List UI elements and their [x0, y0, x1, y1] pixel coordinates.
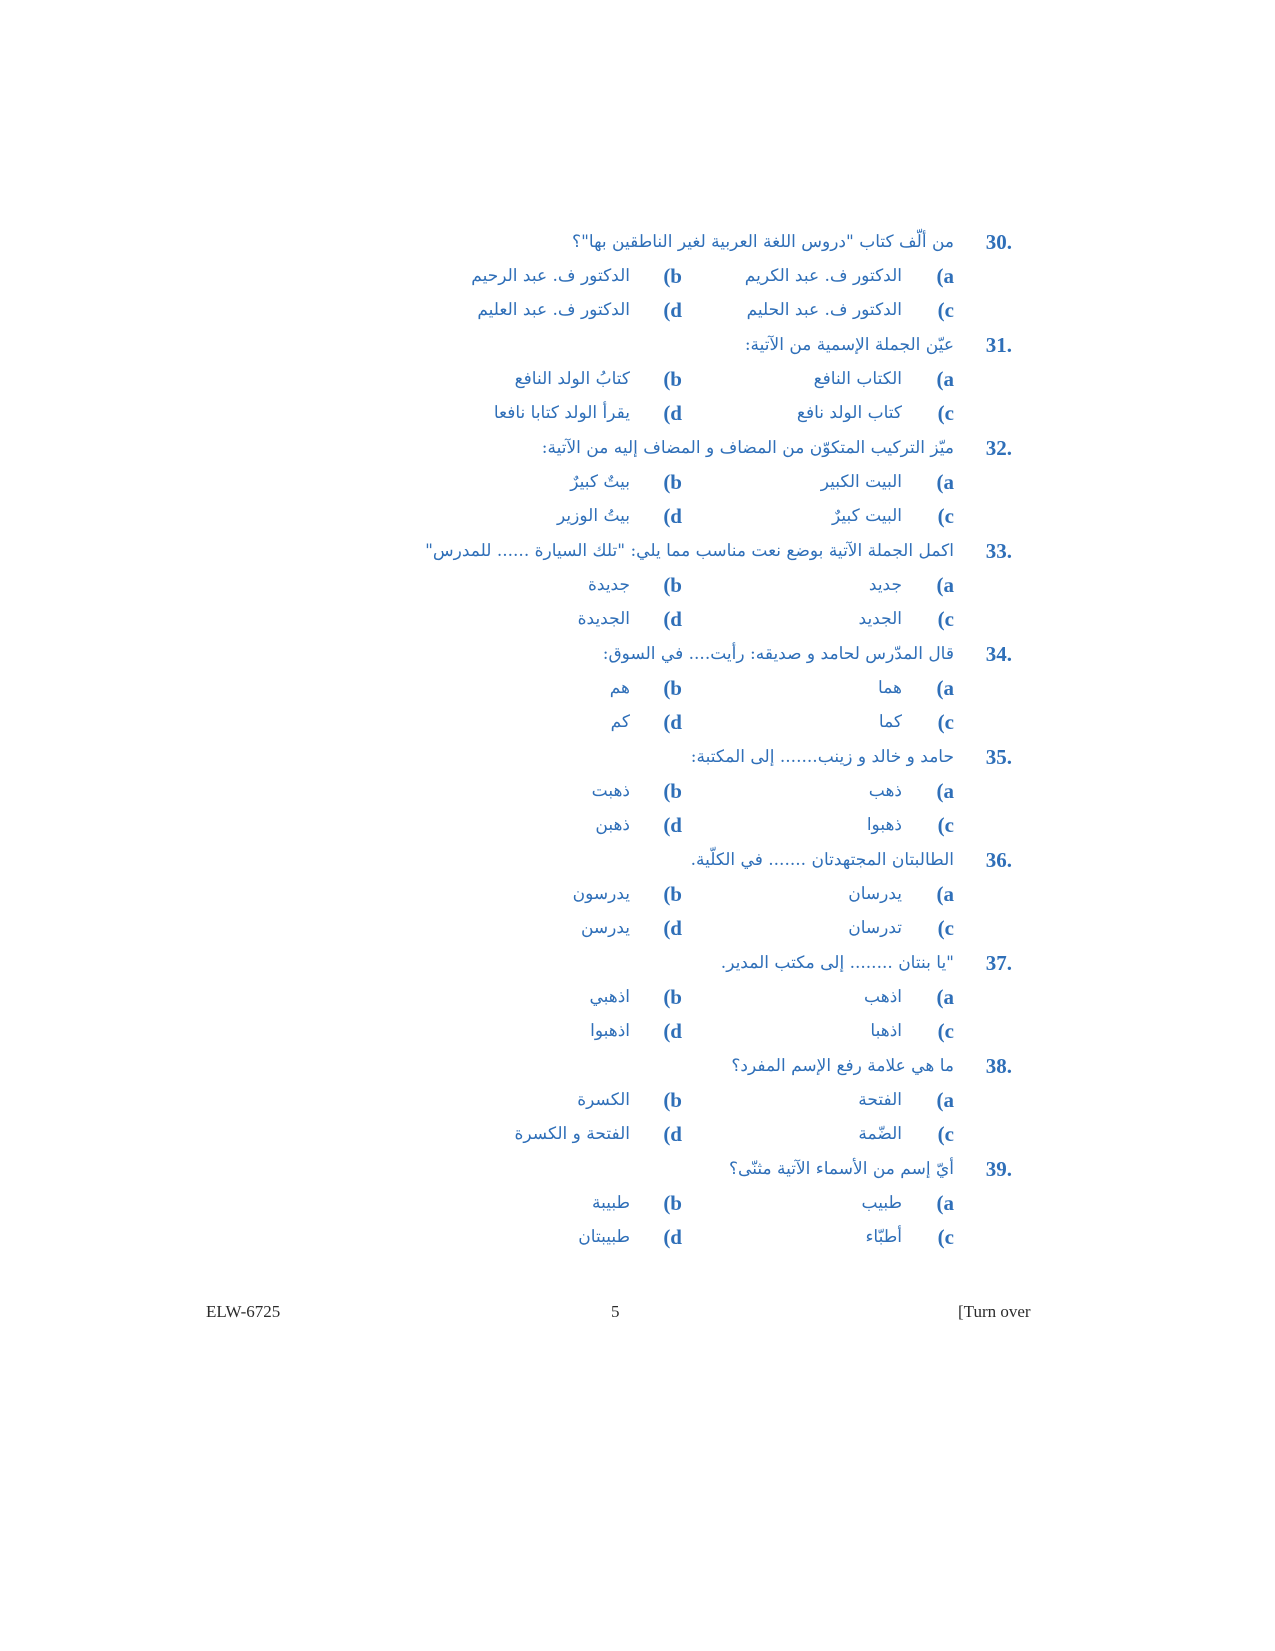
option-letter-c: (c — [937, 710, 954, 734]
option-letter-b: (b — [663, 779, 682, 803]
question-number: 36. — [985, 848, 1012, 872]
option-letter-b: (b — [663, 1191, 682, 1215]
question-number: 32. — [985, 436, 1012, 460]
option-a-text: طبيب — [861, 1193, 902, 1213]
option-c-text: الدكتور ف. عبد الحليم — [746, 300, 902, 320]
option-b-text: ذهبت — [591, 781, 630, 801]
options-row-ab — [420, 671, 1012, 705]
option-b-text: يدرسون — [572, 884, 630, 904]
question-36 — [420, 843, 1012, 877]
option-letter-a: (a — [936, 779, 954, 803]
question-number: 31. — [985, 333, 1012, 357]
option-a-text: هما — [878, 678, 902, 698]
option-d-text: اذهبوا — [590, 1021, 630, 1041]
options-row-ab — [420, 877, 1012, 911]
options-row-ab — [420, 362, 1012, 396]
option-letter-d: (d — [663, 1122, 682, 1146]
question-35 — [420, 740, 1012, 774]
question-text: قال المدّرس لحامد و صديقه: رأيت.... في السوق: — [602, 644, 954, 664]
option-b-text: بيتٌ كبيرٌ — [570, 472, 630, 492]
option-a-text: الكتاب النافع — [813, 369, 902, 389]
option-c-text: ذهبوا — [866, 815, 902, 835]
option-letter-c: (c — [937, 1019, 954, 1043]
question-text: الطالبتان المجتهدتان ....... في الكلّية. — [690, 850, 954, 870]
option-c-text: الضّمة — [858, 1124, 902, 1144]
page-number: 5 — [611, 1302, 620, 1321]
question-text: من ألّف كتاب "دروس اللغة العربية لغير الناطقين بها"؟ — [572, 232, 954, 252]
option-letter-b: (b — [663, 367, 682, 391]
option-b-text: طبيبة — [591, 1193, 630, 1213]
question-text: اكمل الجملة الآتية بوضع نعت مناسب مما يلي: "تلك السيارة ...... للمدرس" — [425, 541, 954, 561]
option-d-text: الفتحة و الكسرة — [514, 1124, 630, 1144]
options-row-ab — [420, 980, 1012, 1014]
option-letter-d: (d — [663, 298, 682, 322]
option-b-text: الكسرة — [577, 1090, 630, 1110]
question-31 — [420, 328, 1012, 362]
option-letter-c: (c — [937, 298, 954, 322]
option-letter-a: (a — [936, 573, 954, 597]
option-letter-b: (b — [663, 573, 682, 597]
option-letter-b: (b — [663, 676, 682, 700]
question-37 — [420, 946, 1012, 980]
option-letter-b: (b — [663, 882, 682, 906]
option-letter-d: (d — [663, 916, 682, 940]
options-row-cd — [420, 499, 1012, 533]
options-row-ab — [420, 774, 1012, 808]
option-letter-d: (d — [663, 401, 682, 425]
option-letter-b: (b — [663, 985, 682, 1009]
options-row-cd — [420, 808, 1012, 842]
question-number: 39. — [985, 1157, 1012, 1181]
question-text: أيّ إسم من الأسماء الآتية مثنّى؟ — [729, 1159, 954, 1179]
options-row-cd — [420, 602, 1012, 636]
option-a-text: يدرسان — [848, 884, 902, 904]
option-letter-a: (a — [936, 1088, 954, 1112]
question-number: 30. — [985, 230, 1012, 254]
option-d-text: بيتُ الوزير — [557, 506, 630, 526]
turn-over-note: [Turn over — [958, 1302, 1031, 1321]
option-letter-a: (a — [936, 882, 954, 906]
question-30 — [420, 225, 1012, 259]
options-row-cd — [420, 911, 1012, 945]
question-number: 38. — [985, 1054, 1012, 1078]
option-d-text: الجديدة — [577, 609, 630, 629]
option-b-text: اذهبي — [589, 987, 630, 1007]
options-row-cd — [420, 293, 1012, 327]
option-d-text: الدكتور ف. عبد العليم — [477, 300, 630, 320]
options-row-cd — [420, 396, 1012, 430]
question-38 — [420, 1049, 1012, 1083]
option-letter-c: (c — [937, 401, 954, 425]
option-a-text: اذهب — [864, 987, 902, 1007]
options-row-cd — [420, 1014, 1012, 1048]
question-number: 37. — [985, 951, 1012, 975]
option-c-text: كما — [878, 712, 902, 732]
option-letter-d: (d — [663, 504, 682, 528]
option-letter-c: (c — [937, 813, 954, 837]
option-letter-a: (a — [936, 367, 954, 391]
question-33 — [420, 534, 1012, 568]
option-letter-b: (b — [663, 470, 682, 494]
option-letter-c: (c — [937, 1122, 954, 1146]
option-letter-c: (c — [937, 504, 954, 528]
option-c-text: تدرسان — [848, 918, 902, 938]
option-d-text: يدرسن — [580, 918, 630, 938]
option-b-text: جديدة — [588, 575, 630, 595]
option-letter-b: (b — [663, 264, 682, 288]
question-text: "يا بنتان ........ إلى مكتب المدير. — [720, 953, 954, 973]
option-d-text: طبيبتان — [578, 1227, 630, 1247]
option-c-text: كتاب الولد نافع — [796, 403, 902, 423]
option-d-text: كم — [610, 712, 630, 732]
options-row-ab — [420, 259, 1012, 293]
option-letter-a: (a — [936, 264, 954, 288]
option-letter-c: (c — [937, 607, 954, 631]
option-letter-d: (d — [663, 607, 682, 631]
option-c-text: اذهبا — [870, 1021, 902, 1041]
option-d-text: يقرأ الولد كتابا نافعا — [493, 403, 630, 423]
option-letter-d: (d — [663, 1019, 682, 1043]
options-row-cd — [420, 1117, 1012, 1151]
option-letter-a: (a — [936, 1191, 954, 1215]
question-text: ما هي علامة رفع الإسم المفرد؟ — [731, 1056, 954, 1076]
option-letter-d: (d — [663, 1225, 682, 1249]
options-row-ab — [420, 465, 1012, 499]
option-letter-c: (c — [937, 1225, 954, 1249]
question-39 — [420, 1152, 1012, 1186]
exam-code: ELW-6725 — [206, 1302, 281, 1321]
option-c-text: البيت كبيرٌ — [832, 506, 902, 526]
question-number: 33. — [985, 539, 1012, 563]
options-row-ab — [420, 568, 1012, 602]
option-letter-a: (a — [936, 985, 954, 1009]
option-a-text: ذهب — [868, 781, 902, 801]
option-a-text: البيت الكبير — [820, 472, 902, 492]
question-text: حامد و خالد و زينب....... إلى المكتبة: — [690, 747, 954, 767]
question-32 — [420, 431, 1012, 465]
option-letter-b: (b — [663, 1088, 682, 1112]
options-row-cd — [420, 705, 1012, 739]
question-number: 35. — [985, 745, 1012, 769]
option-b-text: هم — [609, 678, 630, 698]
options-row-ab — [420, 1083, 1012, 1117]
option-letter-a: (a — [936, 676, 954, 700]
option-c-text: أطبّاء — [865, 1227, 902, 1247]
option-b-text: الدكتور ف. عبد الرحيم — [471, 266, 630, 286]
question-number: 34. — [985, 642, 1012, 666]
option-a-text: الدكتور ف. عبد الكريم — [744, 266, 902, 286]
option-a-text: جديد — [868, 575, 902, 595]
option-letter-d: (d — [663, 813, 682, 837]
option-letter-a: (a — [936, 470, 954, 494]
options-row-cd — [420, 1220, 1012, 1254]
options-row-ab — [420, 1186, 1012, 1220]
option-letter-c: (c — [937, 916, 954, 940]
question-text: ميّز التركيب المتكوّن من المضاف و المضاف إليه من الآتية: — [541, 438, 954, 458]
question-text: عيّن الجملة الإسمية من الآتية: — [744, 335, 954, 355]
question-34 — [420, 637, 1012, 671]
option-d-text: ذهبن — [595, 815, 630, 835]
option-a-text: الفتحة — [858, 1090, 902, 1110]
option-b-text: كتابُ الولد النافع — [514, 369, 630, 389]
option-letter-d: (d — [663, 710, 682, 734]
option-c-text: الجديد — [858, 609, 902, 629]
